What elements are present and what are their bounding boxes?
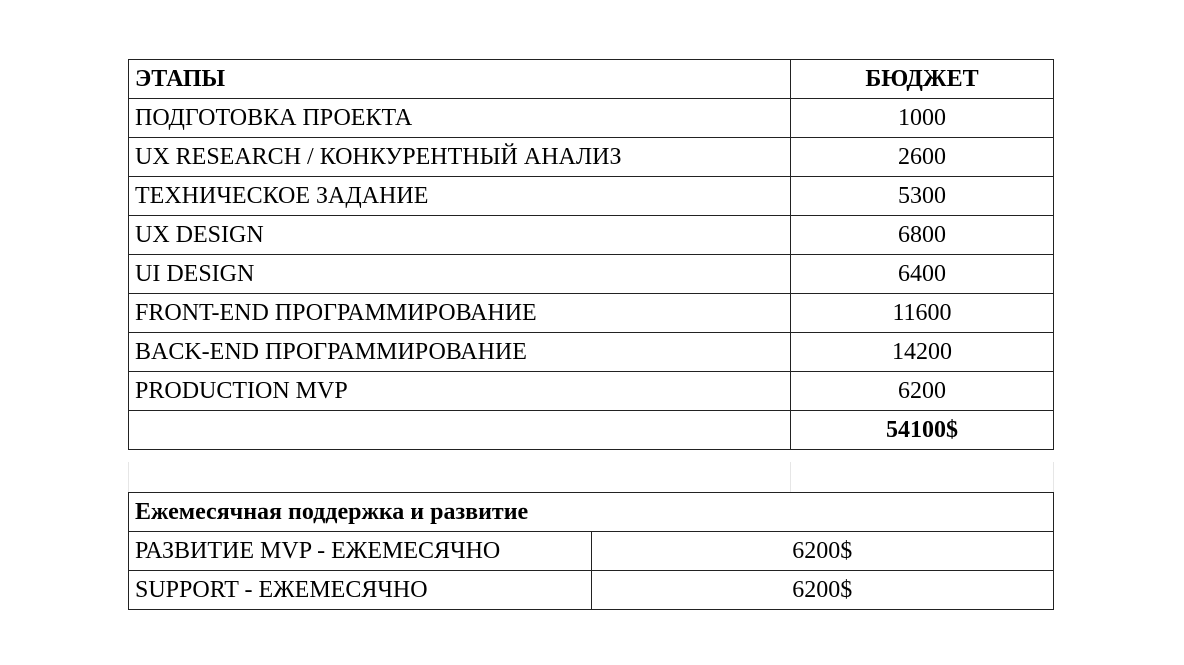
table-row (129, 571, 1054, 610)
table-row (129, 372, 1054, 411)
stage-cell: ТЕХНИЧЕСКОЕ ЗАДАНИЕ (129, 177, 791, 216)
budget-cell: 5300 (791, 177, 1054, 216)
header-budget: БЮДЖЕТ (791, 60, 1054, 99)
gridline (128, 462, 129, 492)
gridline (1053, 462, 1054, 492)
stage-cell: FRONT-END ПРОГРАММИРОВАНИЕ (129, 294, 791, 333)
stage-cell: UX DESIGN (129, 216, 791, 255)
total-row (129, 411, 1054, 450)
table-header-row (129, 60, 1054, 99)
section-title-row (129, 493, 1054, 532)
stage-cell: UX RESEARCH / КОНКУРЕНТНЫЙ АНАЛИЗ (129, 138, 791, 177)
gridline (790, 462, 791, 492)
stage-cell: BACK-END ПРОГРАММИРОВАНИЕ (129, 333, 791, 372)
header-stage: ЭТАПЫ (129, 60, 791, 99)
table-row (129, 99, 1054, 138)
section-title: Ежемесячная поддержка и развитие (129, 493, 1054, 532)
table-row (129, 216, 1054, 255)
budget-cell: 6800 (791, 216, 1054, 255)
budget-cell: 1000 (791, 99, 1054, 138)
stage-cell: ПОДГОТОВКА ПРОЕКТА (129, 99, 791, 138)
item-cell: SUPPORT - ЕЖЕМЕСЯЧНО (129, 571, 592, 610)
table-row (129, 532, 1054, 571)
stage-cell: PRODUCTION MVP (129, 372, 791, 411)
budget-cell: 11600 (791, 294, 1054, 333)
empty-cell (129, 411, 791, 450)
item-cell: РАЗВИТИЕ MVP - ЕЖЕМЕСЯЧНО (129, 532, 592, 571)
table-row (129, 138, 1054, 177)
stage-cell: UI DESIGN (129, 255, 791, 294)
cost-cell: 6200$ (591, 532, 1054, 571)
table-row (129, 333, 1054, 372)
spacer-row (128, 462, 1054, 492)
budget-cell: 2600 (791, 138, 1054, 177)
cost-cell: 6200$ (591, 571, 1054, 610)
budget-cell: 14200 (791, 333, 1054, 372)
table-row (129, 177, 1054, 216)
total-cell: 54100$ (791, 411, 1054, 450)
monthly-table (128, 492, 1054, 610)
budget-table (128, 59, 1054, 450)
table-row (129, 294, 1054, 333)
budget-cell: 6400 (791, 255, 1054, 294)
table-row (129, 255, 1054, 294)
budget-cell: 6200 (791, 372, 1054, 411)
